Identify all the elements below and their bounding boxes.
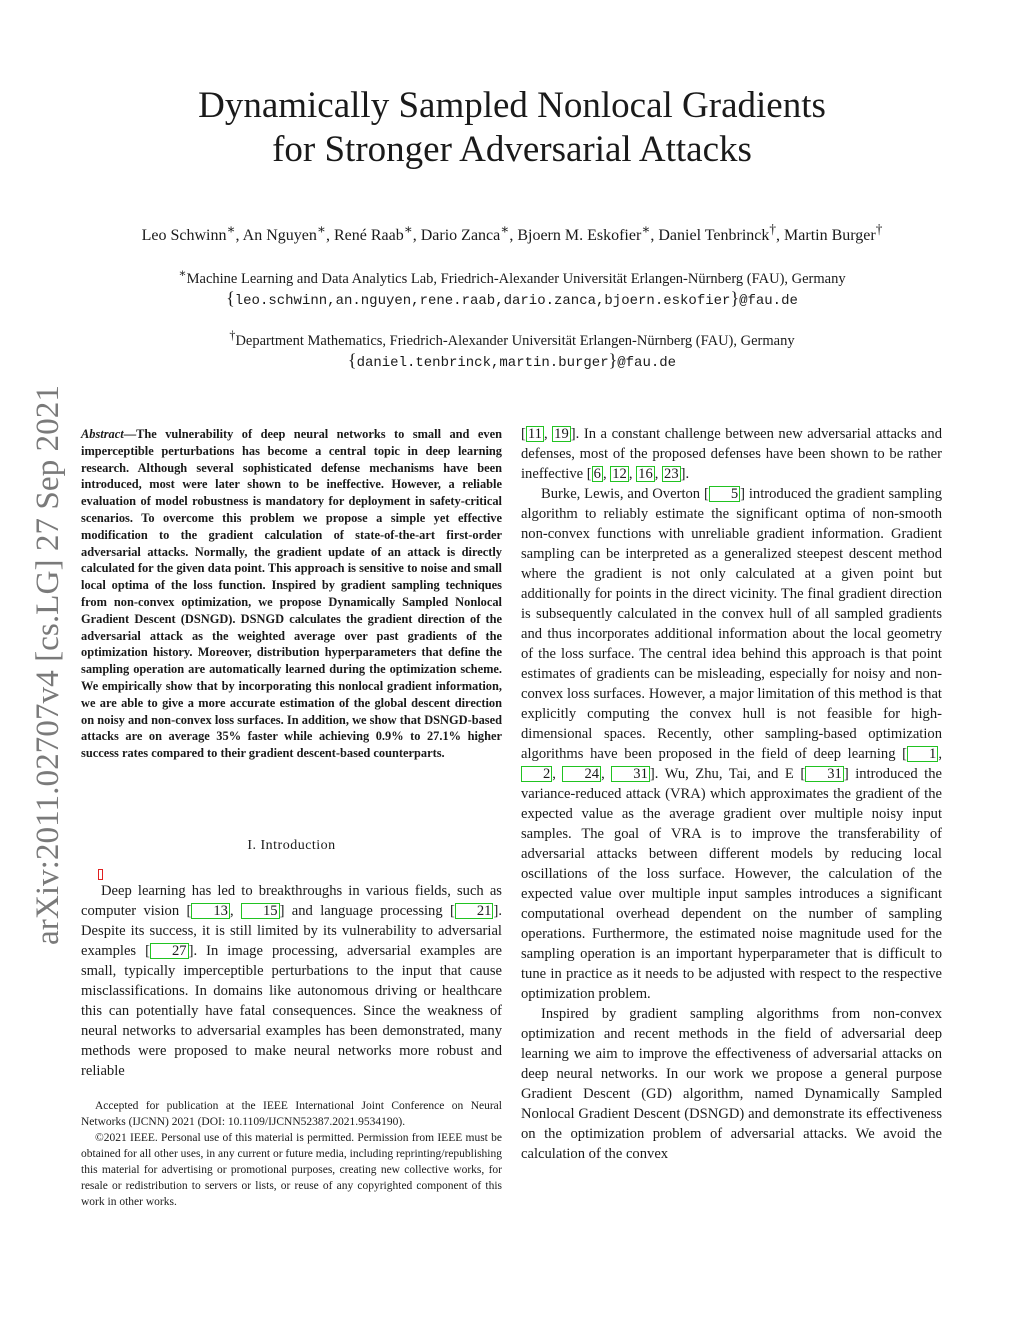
author: René Raab∗, — [333, 222, 421, 245]
email-list-2[interactable]: daniel.tenbrinck,martin.burger — [356, 354, 609, 371]
citation-link[interactable]: 16 — [638, 466, 653, 482]
footnote — [81, 1098, 502, 1210]
paper-title — [80, 84, 944, 172]
title-line-1: Dynamically Sampled Nonlocal Gradients — [198, 85, 826, 126]
paragraph: Inspired by gradient sampling algorithms from non-convex optimization and recent methods in the field of adversarial deep learning we aim to improve the effectiveness of adversarial attacks on deep neural networks. In our work we propose a general purpose Gradient Descent (GD) algorithm, named Dynamically Sampled Nonlocal Gradient Descent (DSNGD) and demonstrate its effectiveness on the optimization problem of adversarial attacks. We avoid the calculation of the convex — [521, 1006, 942, 1162]
annotation-marker — [98, 869, 103, 880]
title-line-2: for Stronger Adversarial Attacks — [272, 129, 752, 170]
abstract-text: The vulnerability of deep neural networks to small and even imperceptible perturbations has become a central topic in deep learning research. Although several sophisticated defense mechanisms have been introduced, most were later shown to be ineffective. However, a reliable evaluation of model robustness is mandatory for deployment in safety-critical scenarios. To overcome this problem we propose a simple yet effective modification to the gradient calculation of state-of-the-art first-order adversarial attacks. Normally, the gradient update of an attack is directly calculated for the given data point. This approach is sensitive to noise and small local optima of the loss function. Inspired by gradient sampling techniques from non-convex optimization, we propose Dynamically Sampled Nonlocal Gradient Descent (DSNGD). DSNGD calculates the gradient direction of the adversarial attack as the weighted average over past gradients of the optimization history. Moreover, distribution hyperparameters that define the sampling operation are automatically learned during the optimization scheme. We empirically show that by incorporating this nonlocal gradient information, we are able to give a more accurate estimation of the global descent direction on noisy and non-convex loss surfaces. In addition, we show that DSNGD-based attacks are on average 35% faster while achieving 0.9% to 27.1% higher success rates compared to their gradient descent-based counterparts. — [81, 427, 502, 761]
author-list — [40, 222, 984, 245]
intro-paragraph: Deep learning has led to breakthroughs in various fields, such as computer vision [ 13 , 15 ] and language processing [ 21 ]. Despite its success, it is still limited by its vulnerability to adversarial examples [ 27 ]. In image processing, adversarial examples are small, typically imperceptible perturbations to the input that cause misclassifications. In domains like autonomous driving or healthcare this can potentially have fatal consequences. Since the weakness of neural networks to adversarial examples has been demonstrated, many methods were proposed to make neural networks more robust and reliable — [81, 883, 502, 1079]
affiliation-1: ∗Machine Learning and Data Analytics Lab, Friedrich-Alexander Universität Erlangen-Nürnberg (FAU), Germany {leo.schwinn,an.nguyen,rene.raab,dario.zanca,bjoern.eskofier}@fau.de — [178, 266, 846, 309]
abstract-label: Abstract — [81, 427, 124, 441]
right-column — [521, 424, 942, 1164]
citation-link[interactable]: 31 — [611, 766, 650, 782]
author: Bjoern M. Eskofier∗, — [517, 222, 659, 245]
citation-link[interactable]: 27 — [150, 943, 189, 959]
citation-link[interactable]: 6 — [593, 466, 601, 482]
arxiv-identifier — [10, 380, 72, 950]
author: Martin Burger† — [784, 222, 883, 245]
author: An Nguyen∗, — [242, 222, 334, 245]
citation-link[interactable]: 11 — [527, 426, 542, 442]
citation-link[interactable]: 31 — [805, 766, 844, 782]
citation-link[interactable]: 2 — [521, 766, 552, 782]
arxiv-text: arXiv:2011.02707v4 [cs.LG] 27 Sep 2021 — [30, 388, 66, 945]
citation-link[interactable]: 13 — [191, 903, 230, 919]
citation-link[interactable]: 23 — [664, 466, 679, 482]
citation-link[interactable]: 24 — [562, 766, 601, 782]
paragraph: Burke, Lewis, and Overton [ 5 ] introduced the gradient sampling algorithm to reliably estimate the significant optima of non-smooth non-convex functions with unreliable gradient information. Gradient sampling can be interpreted as a generalized steepest descent method where the gradient is not only calculated at a given point but additionally for points in the direct vicinity. The final gradient direction is subsequently calculated in the convex hull of all sampled gradients and thus incorporates additional information about the local geometry of the loss surface. The central idea behind this approach is that point estimates of gradients can be misleading, especially for noisy and non-convex loss surfaces. However, a major limitation of this method is that explicitly computing the convex hull is not feasible for high-dimensional spaces. Recently, other sampling-based optimization algorithms have been proposed in the field of deep learning [ 1 , 2 , 24 , 31 ]. Wu, Zhu, Tai, and E [ 31 ] introduced the variance-reduced attack (VRA) which approximates the gradient of the expected value as the average gradient over multiple noisy input samples. The goal of VRA is to improve the transferability of adversarial attacks between different models by reducing local oscillations of the loss surface. However, the calculation of the expected value over multiple input samples introduces a significant computational overhead dependent on the number of sampling operations. Furthermore, the estimated noise magnitude used for the sampling operation is an important hyperparameter that is difficult to tune in practice as it needs to be adjusted with respect to the respective optimization problem. — [521, 486, 943, 1002]
email-list-1[interactable]: leo.schwinn,an.nguyen,rene.raab,dario.zanca,bjoern.eskofier — [234, 292, 731, 309]
citation-link[interactable]: 12 — [612, 466, 627, 482]
section-heading: I. Introduction — [247, 838, 336, 853]
author: Leo Schwinn∗, — [141, 222, 243, 245]
abstract: Abstract—The vulnerability of deep neural networks to small and even imperceptible perturbations has become a central topic in deep learning research. Although several sophisticated defense mechanisms have been introduced, most were later shown to be ineffective. However, a reliable evaluation of model robustness is mandatory for deployment in safety-critical scenarios. To overcome this problem we propose a simple yet effective modification to the gradient calculation of state-of-the-art first-order adversarial attacks. Normally, the gradient update of an attack is directly calculated for the given data point. This approach is sensitive to noise and small local optima of the loss function. Inspired by gradient sampling techniques from non-convex optimization, we propose Dynamically Sampled Nonlocal Gradient Descent (DSNGD). DSNGD calculates the gradient direction of the adversarial attack as the weighted average over past gradients of the optimization history. Moreover, distribution hyperparameters that define the sampling operation are automatically learned during the optimization scheme. We empirically show that by incorporating this nonlocal gradient information, we are able to give a more accurate estimation of the global descent direction on noisy and non-convex loss surfaces. In addition, we show that DSNGD-based attacks are on average 35% faster while achieving 0.9% to 27.1% higher success rates compared to their gradient descent-based counterparts. — [81, 427, 502, 761]
author: Daniel Tenbrinck†, — [658, 222, 785, 245]
citation-link[interactable]: 15 — [241, 903, 280, 919]
footnote-copyright: ©2021 IEEE. Personal use of this material is permitted. Permission from IEEE must be obtained for all other uses, in any current or future media, including reprinting/republishing this material for advertising or promotional purposes, creating new collective works, for resale or redistribution to servers or lists, or reuse of any copyrighted component of this work in other works. — [81, 1132, 502, 1208]
citation-link[interactable]: 1 — [907, 746, 938, 762]
author: Dario Zanca∗, — [420, 222, 518, 245]
citation-link[interactable]: 5 — [709, 486, 740, 502]
footnote-acceptance: Accepted for publication at the IEEE International Joint Conference on Neural Networks (IJCNN) 2021 (DOI: 10.1109/IJCNN52387.2021.9534190). — [81, 1100, 502, 1128]
citation-link[interactable]: 19 — [554, 426, 569, 442]
affiliation-2: †Department Mathematics, Friedrich-Alexander Universität Erlangen-Nürnberg (FAU), Germany {daniel.tenbrinck,martin.burger}@fau.de — [229, 328, 795, 371]
paragraph: [ 11 , 19 ]. In a constant challenge between new adversarial attacks and defenses, most of the proposed defenses have been shown to be rather ineffective [ 6 , 12 , 16 , 23 ]. — [521, 426, 943, 482]
citation-link[interactable]: 21 — [455, 903, 494, 919]
